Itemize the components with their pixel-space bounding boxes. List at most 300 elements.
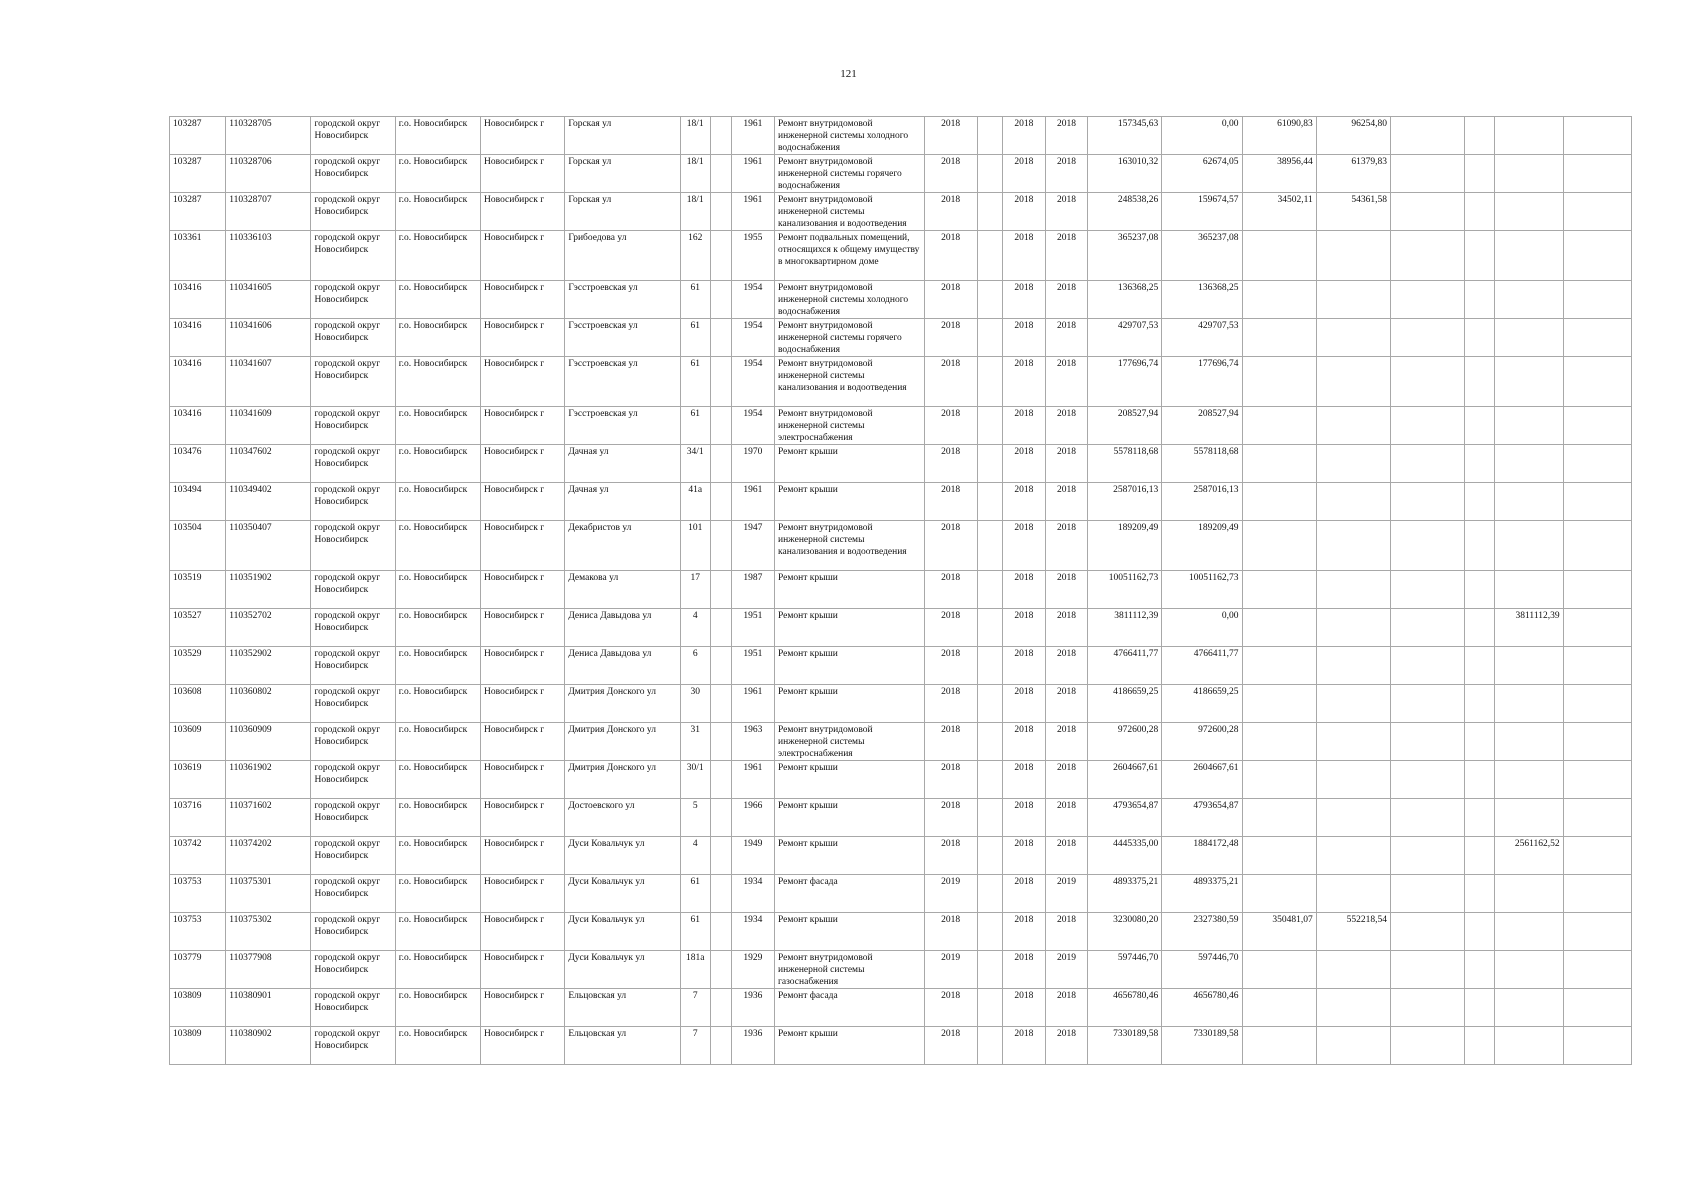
cell-work-type: Ремонт внутридомовой инженерной системы холодного водоснабжения bbox=[775, 281, 925, 319]
cell-work-type: Ремонт фасада bbox=[775, 875, 925, 913]
cell-work-type: Ремонт фасада bbox=[775, 989, 925, 1027]
cell-settlement: Новосибирск г bbox=[481, 761, 565, 799]
cell-other-cost bbox=[1391, 685, 1465, 723]
cell-municipality: городской округ Новосибирск bbox=[311, 647, 395, 685]
cell-total-cost: 248538,26 bbox=[1088, 193, 1162, 231]
cell-house-id: 103504 bbox=[170, 521, 226, 571]
cell-fund-cost: 1884172,48 bbox=[1162, 837, 1242, 875]
cell-settlement: Новосибирск г bbox=[481, 837, 565, 875]
cell-budget-cost bbox=[1316, 723, 1390, 761]
cell-end-year: 2018 bbox=[1045, 155, 1087, 193]
cell-empty-col bbox=[1465, 837, 1495, 875]
table-body bbox=[170, 117, 1632, 1065]
cell-work-type: Ремонт крыши bbox=[775, 761, 925, 799]
cell-settlement: Новосибирск г bbox=[481, 231, 565, 281]
cell-house-number: 30/1 bbox=[680, 761, 710, 799]
cell-build-year: 1929 bbox=[731, 951, 774, 989]
cell-empty-col bbox=[977, 913, 1002, 951]
cell-subsidy-cost bbox=[1495, 521, 1563, 571]
cell-house-number: 7 bbox=[680, 989, 710, 1027]
cell-other-cost bbox=[1391, 799, 1465, 837]
cell-start-year: 2018 bbox=[1002, 117, 1045, 155]
cell-plan-year: 2018 bbox=[924, 799, 977, 837]
cell-budget-cost bbox=[1316, 799, 1390, 837]
cell-budget-cost bbox=[1316, 571, 1390, 609]
cell-street: Грибоедова ул bbox=[565, 231, 680, 281]
cell-extra-cost bbox=[1563, 875, 1631, 913]
cell-budget-cost: 96254,80 bbox=[1316, 117, 1390, 155]
cell-house-number: 34/1 bbox=[680, 445, 710, 483]
cell-build-year: 1947 bbox=[731, 521, 774, 571]
cell-total-cost: 157345,63 bbox=[1088, 117, 1162, 155]
cell-settlement: Новосибирск г bbox=[481, 407, 565, 445]
cell-empty-col bbox=[1465, 117, 1495, 155]
cell-house-number: 4 bbox=[680, 837, 710, 875]
cell-owners-cost bbox=[1242, 799, 1316, 837]
cell-street: Гэсстроевская ул bbox=[565, 357, 680, 407]
cell-empty-col bbox=[710, 319, 731, 357]
cell-subsidy-cost bbox=[1495, 647, 1563, 685]
cell-empty-col bbox=[1465, 761, 1495, 799]
cell-house-id: 103742 bbox=[170, 837, 226, 875]
cell-total-cost: 136368,25 bbox=[1088, 281, 1162, 319]
cell-settlement: Новосибирск г bbox=[481, 319, 565, 357]
cell-house-id: 103779 bbox=[170, 951, 226, 989]
cell-total-cost: 163010,32 bbox=[1088, 155, 1162, 193]
cell-fund-cost: 208527,94 bbox=[1162, 407, 1242, 445]
cell-total-cost: 4186659,25 bbox=[1088, 685, 1162, 723]
cell-empty-col bbox=[1465, 989, 1495, 1027]
cell-start-year: 2018 bbox=[1002, 761, 1045, 799]
cell-work-id: 110328705 bbox=[226, 117, 311, 155]
cell-total-cost: 5578118,68 bbox=[1088, 445, 1162, 483]
cell-build-year: 1966 bbox=[731, 799, 774, 837]
cell-work-id: 110375302 bbox=[226, 913, 311, 951]
cell-budget-cost bbox=[1316, 685, 1390, 723]
cell-empty-col bbox=[977, 685, 1002, 723]
cell-empty-col bbox=[1465, 799, 1495, 837]
cell-empty-col bbox=[977, 445, 1002, 483]
cell-extra-cost bbox=[1563, 357, 1631, 407]
cell-total-cost: 189209,49 bbox=[1088, 521, 1162, 571]
cell-budget-cost bbox=[1316, 837, 1390, 875]
cell-empty-col bbox=[1465, 875, 1495, 913]
cell-start-year: 2018 bbox=[1002, 571, 1045, 609]
cell-subsidy-cost bbox=[1495, 231, 1563, 281]
table-row bbox=[170, 193, 1632, 231]
table-row bbox=[170, 951, 1632, 989]
cell-empty-col bbox=[1465, 571, 1495, 609]
cell-work-type: Ремонт подвальных помещений, относящихся к общему имуществу в многоквартирном доме bbox=[775, 231, 925, 281]
cell-fund-cost: 189209,49 bbox=[1162, 521, 1242, 571]
cell-total-cost: 4656780,46 bbox=[1088, 989, 1162, 1027]
cell-build-year: 1951 bbox=[731, 609, 774, 647]
cell-work-type: Ремонт внутридомовой инженерной системы канализования и водоотведения bbox=[775, 521, 925, 571]
cell-settlement: Новосибирск г bbox=[481, 799, 565, 837]
cell-start-year: 2018 bbox=[1002, 319, 1045, 357]
cell-other-cost bbox=[1391, 951, 1465, 989]
cell-house-id: 103608 bbox=[170, 685, 226, 723]
table-row bbox=[170, 875, 1632, 913]
cell-work-type: Ремонт внутридомовой инженерной системы газоснабжения bbox=[775, 951, 925, 989]
cell-urban-district: г.о. Новосибирск bbox=[395, 483, 480, 521]
cell-settlement: Новосибирск г bbox=[481, 951, 565, 989]
cell-street: Демакова ул bbox=[565, 571, 680, 609]
cell-settlement: Новосибирск г bbox=[481, 685, 565, 723]
cell-street: Гэсстроевская ул bbox=[565, 281, 680, 319]
cell-empty-col bbox=[1465, 193, 1495, 231]
cell-urban-district: г.о. Новосибирск bbox=[395, 407, 480, 445]
cell-work-type: Ремонт внутридомовой инженерной системы электроснабжения bbox=[775, 723, 925, 761]
cell-urban-district: г.о. Новосибирск bbox=[395, 445, 480, 483]
table-row bbox=[170, 647, 1632, 685]
cell-budget-cost bbox=[1316, 989, 1390, 1027]
cell-municipality: городской округ Новосибирск bbox=[311, 1027, 395, 1065]
cell-start-year: 2018 bbox=[1002, 357, 1045, 407]
cell-build-year: 1934 bbox=[731, 913, 774, 951]
cell-empty-col bbox=[1465, 951, 1495, 989]
cell-total-cost: 2604667,61 bbox=[1088, 761, 1162, 799]
cell-empty-col bbox=[710, 521, 731, 571]
cell-empty-col bbox=[977, 989, 1002, 1027]
cell-empty-col bbox=[710, 989, 731, 1027]
cell-work-type: Ремонт крыши bbox=[775, 483, 925, 521]
cell-start-year: 2018 bbox=[1002, 1027, 1045, 1065]
cell-empty-col bbox=[1465, 483, 1495, 521]
cell-empty-col bbox=[710, 445, 731, 483]
cell-fund-cost: 5578118,68 bbox=[1162, 445, 1242, 483]
page-number: 121 bbox=[840, 68, 857, 80]
cell-urban-district: г.о. Новосибирск bbox=[395, 521, 480, 571]
cell-build-year: 1961 bbox=[731, 685, 774, 723]
cell-street: Гэсстроевская ул bbox=[565, 407, 680, 445]
cell-plan-year: 2018 bbox=[924, 989, 977, 1027]
cell-start-year: 2018 bbox=[1002, 609, 1045, 647]
cell-house-number: 162 bbox=[680, 231, 710, 281]
cell-work-id: 110380902 bbox=[226, 1027, 311, 1065]
cell-work-type: Ремонт внутридомовой инженерной системы горячего водоснабжения bbox=[775, 319, 925, 357]
cell-urban-district: г.о. Новосибирск bbox=[395, 723, 480, 761]
cell-empty-col bbox=[710, 1027, 731, 1065]
cell-end-year: 2018 bbox=[1045, 989, 1087, 1027]
cell-urban-district: г.о. Новосибирск bbox=[395, 875, 480, 913]
cell-work-id: 110328706 bbox=[226, 155, 311, 193]
cell-budget-cost bbox=[1316, 521, 1390, 571]
cell-owners-cost bbox=[1242, 521, 1316, 571]
cell-empty-col bbox=[1465, 647, 1495, 685]
cell-urban-district: г.о. Новосибирск bbox=[395, 571, 480, 609]
cell-street: Дуси Ковальчук ул bbox=[565, 913, 680, 951]
cell-owners-cost bbox=[1242, 571, 1316, 609]
cell-total-cost: 4445335,00 bbox=[1088, 837, 1162, 875]
cell-extra-cost bbox=[1563, 407, 1631, 445]
cell-empty-col bbox=[710, 193, 731, 231]
table-row bbox=[170, 231, 1632, 281]
cell-total-cost: 4766411,77 bbox=[1088, 647, 1162, 685]
cell-house-number: 41а bbox=[680, 483, 710, 521]
cell-street: Дмитрия Донского ул bbox=[565, 685, 680, 723]
cell-municipality: городской округ Новосибирск bbox=[311, 155, 395, 193]
cell-work-type: Ремонт внутридомовой инженерной системы канализования и водоотведения bbox=[775, 357, 925, 407]
cell-fund-cost: 177696,74 bbox=[1162, 357, 1242, 407]
cell-fund-cost: 0,00 bbox=[1162, 117, 1242, 155]
cell-urban-district: г.о. Новосибирск bbox=[395, 647, 480, 685]
cell-street: Дуси Ковальчук ул bbox=[565, 837, 680, 875]
cell-subsidy-cost bbox=[1495, 357, 1563, 407]
cell-settlement: Новосибирск г bbox=[481, 281, 565, 319]
cell-budget-cost: 54361,58 bbox=[1316, 193, 1390, 231]
cell-other-cost bbox=[1391, 407, 1465, 445]
cell-build-year: 1954 bbox=[731, 319, 774, 357]
cell-house-number: 18/1 bbox=[680, 193, 710, 231]
cell-other-cost bbox=[1391, 483, 1465, 521]
cell-extra-cost bbox=[1563, 989, 1631, 1027]
cell-plan-year: 2018 bbox=[924, 521, 977, 571]
cell-settlement: Новосибирск г bbox=[481, 357, 565, 407]
cell-owners-cost bbox=[1242, 989, 1316, 1027]
cell-start-year: 2018 bbox=[1002, 951, 1045, 989]
cell-empty-col bbox=[977, 571, 1002, 609]
cell-extra-cost bbox=[1563, 723, 1631, 761]
cell-fund-cost: 2327380,59 bbox=[1162, 913, 1242, 951]
cell-owners-cost bbox=[1242, 1027, 1316, 1065]
cell-empty-col bbox=[1465, 609, 1495, 647]
cell-total-cost: 429707,53 bbox=[1088, 319, 1162, 357]
cell-work-id: 110328707 bbox=[226, 193, 311, 231]
cell-plan-year: 2018 bbox=[924, 193, 977, 231]
cell-plan-year: 2018 bbox=[924, 1027, 977, 1065]
cell-work-id: 110347602 bbox=[226, 445, 311, 483]
cell-empty-col bbox=[977, 799, 1002, 837]
cell-house-number: 61 bbox=[680, 913, 710, 951]
cell-fund-cost: 0,00 bbox=[1162, 609, 1242, 647]
table-row bbox=[170, 913, 1632, 951]
cell-extra-cost bbox=[1563, 799, 1631, 837]
cell-work-id: 110341607 bbox=[226, 357, 311, 407]
cell-house-number: 61 bbox=[680, 357, 710, 407]
cell-budget-cost bbox=[1316, 647, 1390, 685]
cell-end-year: 2018 bbox=[1045, 231, 1087, 281]
cell-fund-cost: 972600,28 bbox=[1162, 723, 1242, 761]
cell-settlement: Новосибирск г bbox=[481, 483, 565, 521]
cell-other-cost bbox=[1391, 723, 1465, 761]
cell-settlement: Новосибирск г bbox=[481, 521, 565, 571]
cell-owners-cost bbox=[1242, 357, 1316, 407]
cell-build-year: 1954 bbox=[731, 407, 774, 445]
cell-end-year: 2018 bbox=[1045, 117, 1087, 155]
cell-plan-year: 2018 bbox=[924, 837, 977, 875]
cell-empty-col bbox=[1465, 685, 1495, 723]
table-row bbox=[170, 723, 1632, 761]
cell-build-year: 1961 bbox=[731, 117, 774, 155]
cell-budget-cost bbox=[1316, 407, 1390, 445]
cell-street: Дениса Давыдова ул bbox=[565, 609, 680, 647]
cell-plan-year: 2019 bbox=[924, 951, 977, 989]
cell-extra-cost bbox=[1563, 951, 1631, 989]
cell-plan-year: 2018 bbox=[924, 231, 977, 281]
cell-build-year: 1987 bbox=[731, 571, 774, 609]
cell-subsidy-cost bbox=[1495, 989, 1563, 1027]
cell-build-year: 1961 bbox=[731, 761, 774, 799]
cell-budget-cost bbox=[1316, 231, 1390, 281]
cell-end-year: 2019 bbox=[1045, 951, 1087, 989]
cell-total-cost: 208527,94 bbox=[1088, 407, 1162, 445]
cell-house-number: 30 bbox=[680, 685, 710, 723]
cell-end-year: 2018 bbox=[1045, 609, 1087, 647]
cell-empty-col bbox=[977, 723, 1002, 761]
cell-plan-year: 2018 bbox=[924, 609, 977, 647]
cell-empty-col bbox=[977, 319, 1002, 357]
cell-empty-col bbox=[710, 281, 731, 319]
cell-work-type: Ремонт крыши bbox=[775, 1027, 925, 1065]
cell-other-cost bbox=[1391, 357, 1465, 407]
cell-fund-cost: 4893375,21 bbox=[1162, 875, 1242, 913]
cell-street: Дуси Ковальчук ул bbox=[565, 951, 680, 989]
cell-house-id: 103287 bbox=[170, 155, 226, 193]
cell-subsidy-cost bbox=[1495, 407, 1563, 445]
cell-municipality: городской округ Новосибирск bbox=[311, 319, 395, 357]
cell-subsidy-cost bbox=[1495, 761, 1563, 799]
cell-plan-year: 2018 bbox=[924, 723, 977, 761]
cell-house-id: 103416 bbox=[170, 281, 226, 319]
cell-empty-col bbox=[710, 647, 731, 685]
cell-street: Декабристов ул bbox=[565, 521, 680, 571]
cell-extra-cost bbox=[1563, 155, 1631, 193]
cell-settlement: Новосибирск г bbox=[481, 913, 565, 951]
cell-empty-col bbox=[710, 723, 731, 761]
cell-extra-cost bbox=[1563, 761, 1631, 799]
cell-settlement: Новосибирск г bbox=[481, 989, 565, 1027]
cell-total-cost: 4793654,87 bbox=[1088, 799, 1162, 837]
cell-subsidy-cost: 3811112,39 bbox=[1495, 609, 1563, 647]
cell-owners-cost bbox=[1242, 951, 1316, 989]
cell-subsidy-cost bbox=[1495, 685, 1563, 723]
cell-house-number: 7 bbox=[680, 1027, 710, 1065]
table-row bbox=[170, 609, 1632, 647]
cell-fund-cost: 4656780,46 bbox=[1162, 989, 1242, 1027]
table-row bbox=[170, 761, 1632, 799]
cell-empty-col bbox=[977, 193, 1002, 231]
cell-work-type: Ремонт внутридомовой инженерной системы горячего водоснабжения bbox=[775, 155, 925, 193]
cell-other-cost bbox=[1391, 193, 1465, 231]
cell-plan-year: 2018 bbox=[924, 319, 977, 357]
cell-street: Гэсстроевская ул bbox=[565, 319, 680, 357]
cell-municipality: городской округ Новосибирск bbox=[311, 989, 395, 1027]
cell-other-cost bbox=[1391, 989, 1465, 1027]
cell-budget-cost: 552218,54 bbox=[1316, 913, 1390, 951]
cell-start-year: 2018 bbox=[1002, 281, 1045, 319]
cell-street: Горская ул bbox=[565, 155, 680, 193]
cell-extra-cost bbox=[1563, 647, 1631, 685]
cell-other-cost bbox=[1391, 609, 1465, 647]
cell-end-year: 2018 bbox=[1045, 571, 1087, 609]
cell-empty-col bbox=[710, 231, 731, 281]
cell-total-cost: 7330189,58 bbox=[1088, 1027, 1162, 1065]
cell-start-year: 2018 bbox=[1002, 193, 1045, 231]
cell-extra-cost bbox=[1563, 445, 1631, 483]
cell-municipality: городской округ Новосибирск bbox=[311, 685, 395, 723]
cell-municipality: городской округ Новосибирск bbox=[311, 521, 395, 571]
cell-house-id: 103753 bbox=[170, 875, 226, 913]
table-row bbox=[170, 521, 1632, 571]
table-row bbox=[170, 319, 1632, 357]
cell-fund-cost: 2587016,13 bbox=[1162, 483, 1242, 521]
cell-subsidy-cost bbox=[1495, 913, 1563, 951]
cell-subsidy-cost bbox=[1495, 875, 1563, 913]
cell-end-year: 2018 bbox=[1045, 445, 1087, 483]
cell-work-type: Ремонт крыши bbox=[775, 799, 925, 837]
cell-fund-cost: 2604667,61 bbox=[1162, 761, 1242, 799]
cell-fund-cost: 136368,25 bbox=[1162, 281, 1242, 319]
cell-end-year: 2018 bbox=[1045, 193, 1087, 231]
cell-house-id: 103416 bbox=[170, 319, 226, 357]
cell-build-year: 1961 bbox=[731, 193, 774, 231]
cell-empty-col bbox=[710, 407, 731, 445]
cell-settlement: Новосибирск г bbox=[481, 117, 565, 155]
cell-end-year: 2018 bbox=[1045, 837, 1087, 875]
cell-house-id: 103529 bbox=[170, 647, 226, 685]
cell-municipality: городской округ Новосибирск bbox=[311, 913, 395, 951]
cell-work-id: 110352702 bbox=[226, 609, 311, 647]
table-row bbox=[170, 407, 1632, 445]
table-row bbox=[170, 837, 1632, 875]
cell-other-cost bbox=[1391, 913, 1465, 951]
cell-work-id: 110377908 bbox=[226, 951, 311, 989]
cell-subsidy-cost bbox=[1495, 117, 1563, 155]
cell-empty-col bbox=[710, 875, 731, 913]
table-row bbox=[170, 117, 1632, 155]
cell-street: Горская ул bbox=[565, 117, 680, 155]
cell-total-cost: 3230080,20 bbox=[1088, 913, 1162, 951]
cell-urban-district: г.о. Новосибирск bbox=[395, 231, 480, 281]
cell-extra-cost bbox=[1563, 281, 1631, 319]
cell-empty-col bbox=[977, 875, 1002, 913]
cell-plan-year: 2018 bbox=[924, 117, 977, 155]
cell-empty-col bbox=[977, 281, 1002, 319]
cell-empty-col bbox=[1465, 407, 1495, 445]
cell-house-number: 6 bbox=[680, 647, 710, 685]
cell-work-type: Ремонт внутридомовой инженерной системы холодного водоснабжения bbox=[775, 117, 925, 155]
cell-work-id: 110352902 bbox=[226, 647, 311, 685]
cell-empty-col bbox=[977, 407, 1002, 445]
cell-plan-year: 2018 bbox=[924, 281, 977, 319]
cell-street: Горская ул bbox=[565, 193, 680, 231]
cell-house-id: 103519 bbox=[170, 571, 226, 609]
cell-work-id: 110361902 bbox=[226, 761, 311, 799]
cell-plan-year: 2018 bbox=[924, 155, 977, 193]
cell-house-id: 103809 bbox=[170, 989, 226, 1027]
cell-house-id: 103287 bbox=[170, 193, 226, 231]
cell-work-id: 110360909 bbox=[226, 723, 311, 761]
cell-settlement: Новосибирск г bbox=[481, 193, 565, 231]
cell-municipality: городской округ Новосибирск bbox=[311, 483, 395, 521]
cell-total-cost: 597446,70 bbox=[1088, 951, 1162, 989]
cell-end-year: 2018 bbox=[1045, 647, 1087, 685]
cell-house-id: 103619 bbox=[170, 761, 226, 799]
cell-subsidy-cost bbox=[1495, 483, 1563, 521]
cell-empty-col bbox=[977, 761, 1002, 799]
cell-street: Дениса Давыдова ул bbox=[565, 647, 680, 685]
cell-urban-district: г.о. Новосибирск bbox=[395, 685, 480, 723]
cell-end-year: 2018 bbox=[1045, 357, 1087, 407]
cell-plan-year: 2019 bbox=[924, 875, 977, 913]
cell-house-id: 103753 bbox=[170, 913, 226, 951]
cell-house-id: 103476 bbox=[170, 445, 226, 483]
cell-house-number: 181а bbox=[680, 951, 710, 989]
cell-fund-cost: 4186659,25 bbox=[1162, 685, 1242, 723]
cell-municipality: городской округ Новосибирск bbox=[311, 723, 395, 761]
table-row bbox=[170, 445, 1632, 483]
